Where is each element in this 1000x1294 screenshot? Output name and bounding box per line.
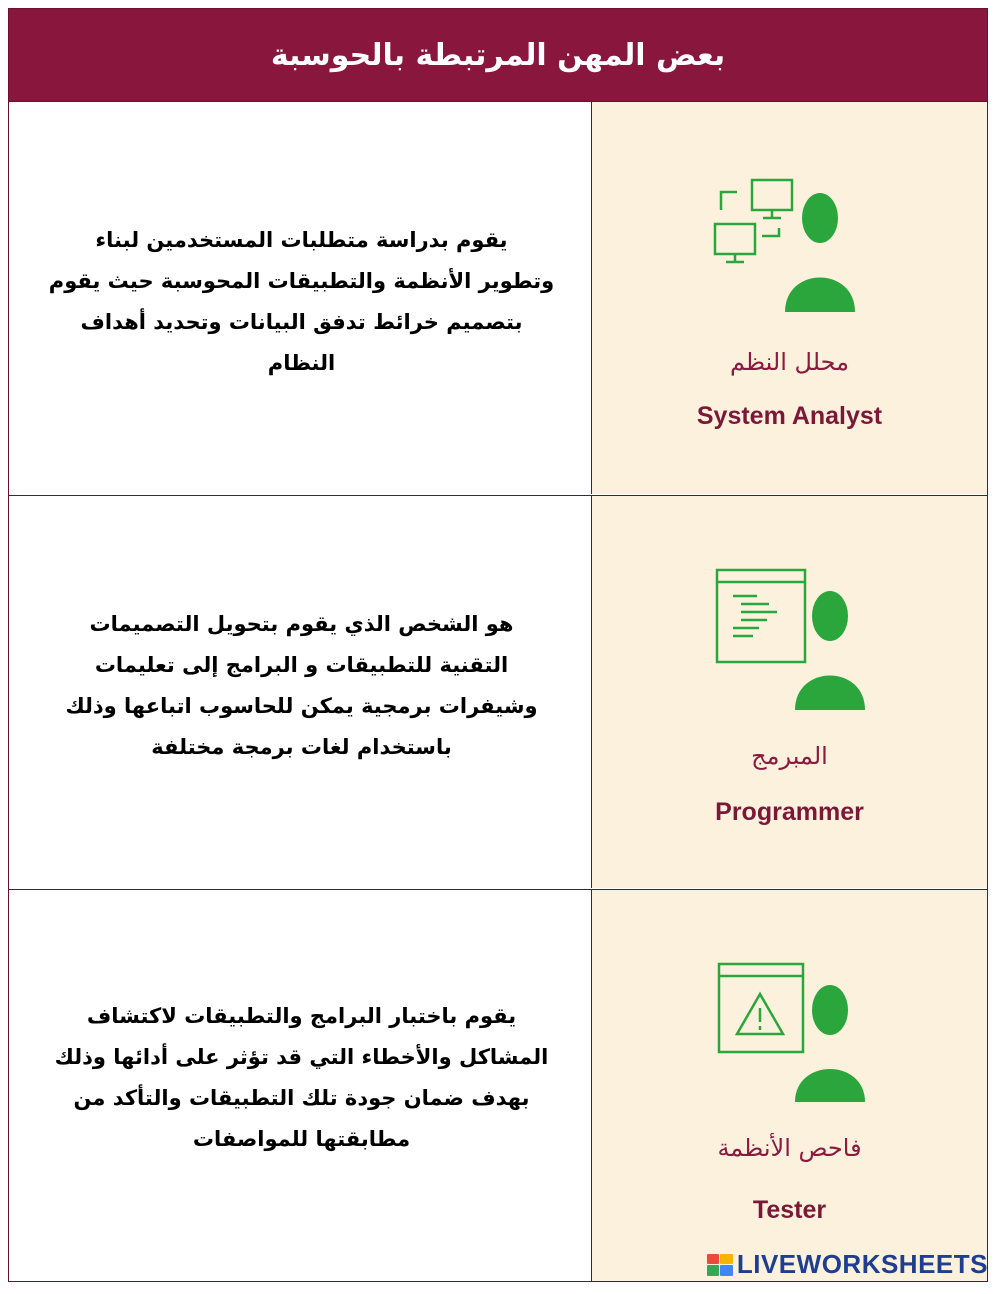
description-line: المشاكل والأخطاء التي قد تؤثر على أدائها وذلك — [54, 1045, 549, 1069]
page-title: بعض المهن المرتبطة بالحوسبة — [270, 37, 726, 73]
table-row-programmer — [9, 495, 987, 888]
brand-name: LIVEWORKSHEETS — [736, 1249, 988, 1279]
description-line: هو الشخص الذي يقوم بتحويل التصميمات — [89, 612, 514, 636]
role-name-english: Programmer — [715, 798, 864, 826]
programmer-icon — [697, 564, 867, 714]
description-cell — [9, 890, 592, 1281]
role-description — [39, 996, 564, 1160]
table-header — [9, 9, 987, 101]
role-name-arabic: فاحص الأنظمة — [717, 1134, 862, 1162]
description-line: بتصميم خرائط تدفق البيانات وتحديد أهداف — [80, 310, 523, 334]
role-name-english: Tester — [752, 1196, 827, 1224]
system-analyst-icon — [697, 174, 867, 324]
role-name-arabic: محلل النظم — [730, 348, 849, 376]
role-cell — [592, 102, 987, 494]
table-row-system-analyst — [9, 101, 987, 494]
table-row-tester — [9, 889, 987, 1281]
tester-icon — [697, 954, 867, 1104]
description-cell — [9, 496, 592, 888]
role-description — [39, 604, 564, 768]
description-line: وتطوير الأنظمة والتطبيقات المحوسبة حيث يقوم — [48, 269, 555, 293]
description-line: باستخدام لغات برمجة مختلفة — [151, 735, 452, 759]
description-cell — [9, 102, 592, 494]
description-line: يقوم بدراسة متطلبات المستخدمين لبناء — [95, 228, 508, 252]
description-line: يقوم باختبار البرامج والتطبيقات لاكتشاف — [86, 1004, 517, 1028]
role-name-arabic: المبرمج — [751, 742, 828, 770]
description-line: وشيفرات برمجية يمكن للحاسوب اتباعها وذلك — [65, 694, 538, 718]
liveworksheets-badge-icon — [707, 1254, 733, 1276]
description-line: مطابقتها للمواصفات — [192, 1127, 411, 1151]
role-cell — [592, 890, 987, 1281]
careers-worksheet — [8, 8, 988, 1282]
role-description — [39, 220, 564, 384]
role-cell — [592, 496, 987, 888]
role-name-english: System Analyst — [696, 402, 883, 430]
description-line: النظام — [267, 351, 336, 375]
description-line: بهدف ضمان جودة تلك التطبيقات والتأكد من — [73, 1086, 530, 1110]
liveworksheets-logo — [707, 1249, 988, 1280]
description-line: التقنية للتطبيقات و البرامج إلى تعليمات — [94, 653, 509, 677]
